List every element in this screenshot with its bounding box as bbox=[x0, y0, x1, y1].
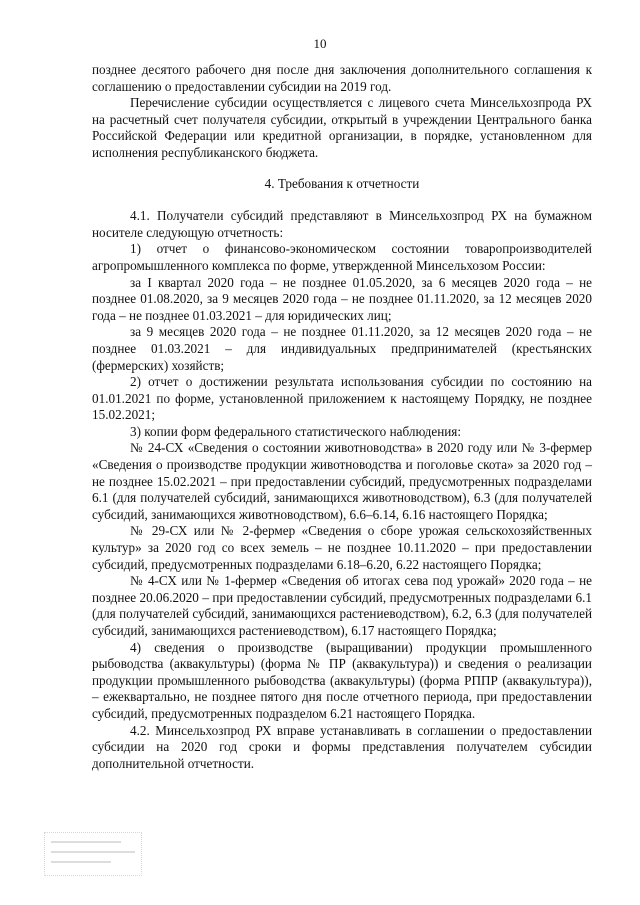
paragraph-4-2: 4.2. Минсельхозпрод РХ вправе устанавливать в соглашении о предоставлении субсидии на 2020 год сроки и формы представления получателем субсидии дополнительной отчетности. bbox=[92, 722, 592, 771]
stamp-line bbox=[51, 841, 121, 843]
stamp-line bbox=[51, 861, 111, 863]
paragraph-entrepreneurs: за 9 месяцев 2020 года – не позднее 01.11.2020, за 12 месяцев 2020 года – не позднее 01.03.2021 – для индивидуальных предпринимателей (крестьянских (фермерских) хозяйств; bbox=[92, 324, 592, 373]
page-number: 10 bbox=[313, 36, 327, 51]
paragraph-legal-entities: за I квартал 2020 года – не позднее 01.05.2020, за 6 месяцев 2020 года – не позднее 01.08.2020, за 9 месяцев 2020 года – не позднее 01.11.2020, за 12 месяцев 2020 года – не позднее 01.03.2021 – для юридических лиц; bbox=[92, 274, 592, 323]
paragraph-continuation: позднее десятого рабочего дня после дня заключения дополнительного соглашения к соглашению о предоставлении субсидии на 2019 год. bbox=[92, 62, 592, 94]
paragraph-item-3: 3) копии форм федерального статистического наблюдения: bbox=[130, 423, 462, 439]
section-heading: 4. Требования к отчетности bbox=[264, 175, 420, 191]
stamp-line bbox=[51, 851, 135, 853]
faded-stamp bbox=[44, 832, 142, 876]
paragraph-item-1: 1) отчет о финансово-экономическом состоянии товаропроизводителей агропромышленного комплекса по форме, утвержденной Минсельхозом России: bbox=[92, 241, 592, 273]
paragraph-item-2: 2) отчет о достижении результата использования субсидии по состоянию на 01.01.2021 по форме, установленной приложением к настоящему Порядку, не позднее 15.02.2021; bbox=[92, 374, 592, 423]
paragraph-item-4: 4) сведения о производстве (выращивании) продукции промышленного рыбоводства (аквакультуры) (форма № ПР (аквакультура)) и сведения о реализации продукции промышленного рыбоводства (аквакультуры) (форма РППР (аквакультура)), – ежеквартально, не позднее пятого дня после отчетного периода, при предоставлении субсидий, предусмотренных подразделом 6.21 настоящего Порядка. bbox=[92, 639, 592, 721]
paragraph-transfer: Перечисление субсидии осуществляется с лицевого счета Минсельхозпрода РХ на расчетный счет получателя субсидии, открытый в учреждении Центрального банка Российской Федерации или кредитной организации, в порядке, установленном для исполнения республиканского бюджета. bbox=[92, 95, 592, 160]
paragraph-form-29: № 29-СХ или № 2-фермер «Сведения о сборе урожая сельскохозяйственных культур» за 2020 год со всех земель – не позднее 10.11.2020 – при предоставлении субсидий, предусмотренных подразделами 6.18–6.20, 6.22 настоящего Порядка; bbox=[92, 523, 592, 572]
document-body bbox=[92, 62, 592, 772]
paragraph-form-4: № 4-СХ или № 1-фермер «Сведения об итогах сева под урожай» 2020 года – не позднее 20.06.2020 – при предоставлении субсидий, предусмотренных подразделами 6.1 (для получателей субсидий, занимающихся растениеводством), 6.2, 6.3 (для получателей субсидий, занимающихся растениеводством), 6.17 настоящего Порядка; bbox=[92, 573, 592, 638]
paragraph-4-1: 4.1. Получатели субсидий представляют в Минсельхозпрод РХ на бумажном носителе следующую отчетность: bbox=[92, 208, 592, 240]
paragraph-form-24: № 24-СХ «Сведения о состоянии животноводства» в 2020 году или № 3-фермер «Сведения о производстве продукции животноводства и поголовье скота» за 2020 год – не позднее 15.02.2021 – при предоставлении субсидий, предусмотренных подразделами 6.1 (для получателей субсидий, занимающихся животноводством), 6.3 (для получателей субсидий, занимающихся животноводством), 6.6–6.14, 6.16 настоящего Порядка; bbox=[92, 440, 592, 522]
